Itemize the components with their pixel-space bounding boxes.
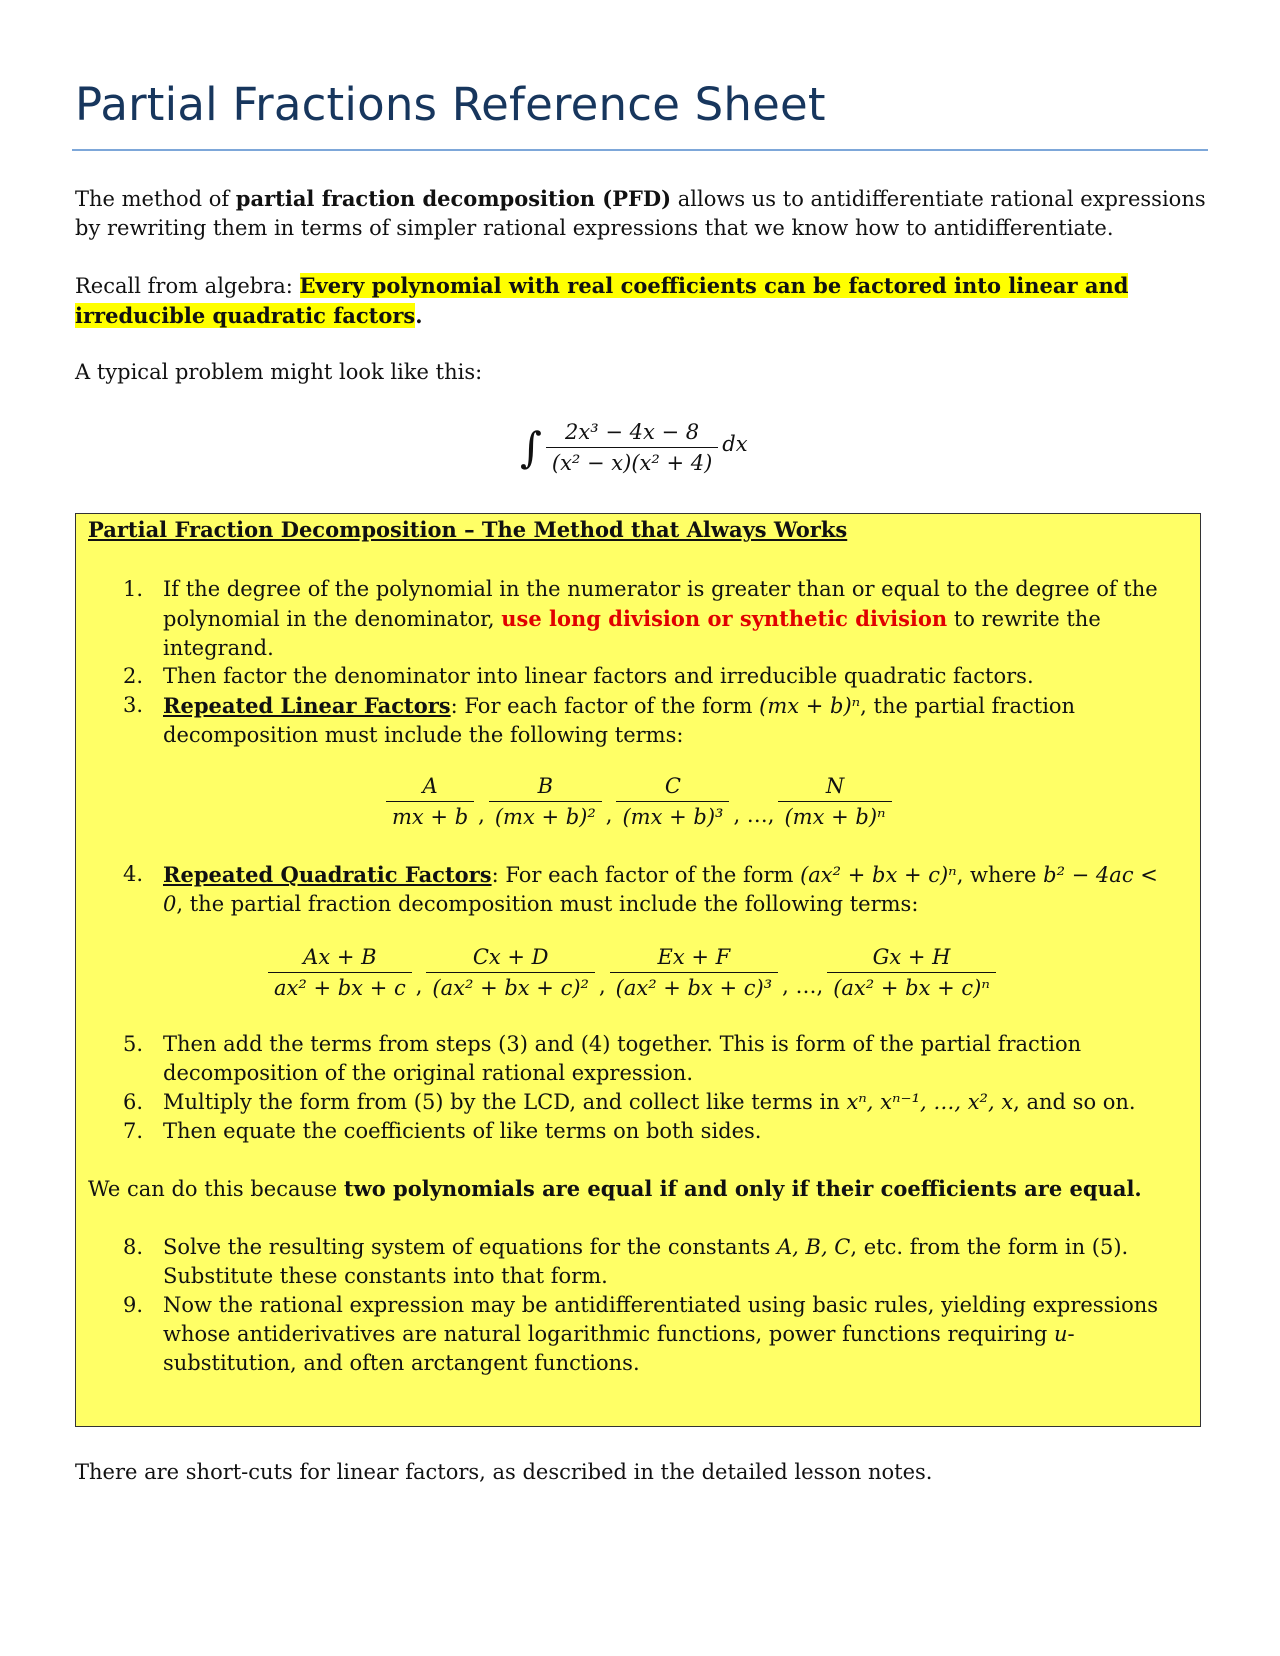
step-8-post: , etc. from the form in (5). Substitute these constants into that form. <box>163 1235 1129 1288</box>
step-4-form: (ax² + bx + c)ⁿ <box>800 863 957 887</box>
term-separator: , …, <box>733 803 775 827</box>
step-number: 4. <box>123 862 144 886</box>
step-8-pre: Solve the resulting system of equations for the constants <box>163 1235 777 1259</box>
step-4-post: , the partial fraction decomposition must include the following terms: <box>176 892 919 916</box>
quadratic-denominator: (ax² + bx + c)² <box>426 972 595 1000</box>
step-3-label: Repeated Linear Factors <box>163 693 451 718</box>
recall-text-pre: Recall from algebra: <box>75 274 300 298</box>
step-number: 8. <box>123 1235 144 1259</box>
step-number: 9. <box>123 1293 144 1317</box>
step-6-pre: Multiply the form from (5) by the LCD, and collect like terms in <box>163 1090 847 1114</box>
recall-paragraph <box>75 271 1225 331</box>
linear-numerator: N <box>825 774 845 798</box>
quadratic-term <box>268 945 412 1000</box>
linear-numerator: B <box>537 774 554 798</box>
step-8-constants: A, B, C <box>777 1235 851 1259</box>
step-number: 1. <box>123 577 144 601</box>
linear-numerator: A <box>422 774 438 798</box>
quadratic-terms <box>268 945 996 1000</box>
step-number: 7. <box>123 1119 144 1143</box>
linear-denominator: (mx + b)ⁿ <box>778 801 891 829</box>
quadratic-ellipsis: … <box>795 974 817 998</box>
intro-text-bold: partial fraction decomposition (PFD) <box>235 186 672 211</box>
step-number: 5. <box>123 1032 144 1056</box>
step-2-text: Then factor the denominator into linear factors and irreducible quadratic factors. <box>163 664 1034 688</box>
step-9-pre: Now the rational expression may be antidifferentiated using basic rules, yielding expressions whose antiderivatives are natural logarithmic functions, power functions requiring <box>163 1293 1159 1346</box>
intro-paragraph <box>75 184 1225 243</box>
quadratic-numerator: Ex + F <box>657 945 731 969</box>
step-6-post: , and so on. <box>1013 1090 1136 1114</box>
step-number: 6. <box>123 1090 144 1114</box>
linear-term <box>616 774 729 829</box>
linear-term <box>386 774 474 829</box>
step-4-label: Repeated Quadratic Factors <box>163 862 492 887</box>
method-box-title: Partial Fraction Decomposition – The Method that Always Works <box>88 517 848 542</box>
step-3 <box>123 691 1183 750</box>
step-number: 2. <box>123 664 144 688</box>
because-statement <box>88 1174 1188 1204</box>
step-9 <box>123 1291 1183 1378</box>
recall-text-post: . <box>415 303 423 328</box>
step-2 <box>123 662 1183 691</box>
step-4-mid: , where <box>956 863 1044 887</box>
method-box <box>75 513 1201 1427</box>
quadratic-numerator: Cx + D <box>472 945 549 969</box>
step-3-pre: : For each factor of the form <box>450 694 760 718</box>
term-separator: , <box>415 974 423 998</box>
term-separator: , <box>598 974 606 998</box>
integral-sign: ∫ <box>520 423 542 472</box>
step-4 <box>123 860 1183 919</box>
linear-term <box>489 774 602 829</box>
quadratic-numerator: Ax + B <box>303 945 377 969</box>
step-9-post: -substitution, and often arctangent functions. <box>163 1322 1075 1375</box>
step-number: 3. <box>123 693 144 717</box>
step-4-pre: : For each factor of the form <box>491 863 801 887</box>
because-bold: two polynomials are equal if and only if their coefficients are equal. <box>343 1176 1142 1201</box>
example-integral <box>520 420 748 475</box>
linear-denominator: (mx + b)³ <box>616 801 729 829</box>
step-4-condition: b² − 4ac < 0 <box>163 863 1158 916</box>
quadratic-denominator: ax² + bx + c <box>268 972 412 1000</box>
step-6-terms: xⁿ, xⁿ⁻¹, …, x², x <box>846 1090 1014 1114</box>
quadratic-term <box>610 945 779 1000</box>
linear-denominator: (mx + b)² <box>489 801 602 829</box>
step-1-post: to rewrite the integrand. <box>163 607 1101 660</box>
quadratic-term <box>426 945 595 1000</box>
typical-paragraph: A typical problem might look like this: <box>75 360 483 384</box>
integrand-denominator: (x² − x)(x² + 4) <box>546 447 718 475</box>
quadratic-numerator: Gx + H <box>872 945 951 969</box>
intro-text-post: allows us to antidifferentiate rational expressions by rewriting them in terms of simpler rational expressions that we know how to antidifferentiate. <box>75 187 1206 240</box>
integrand-numerator: 2x³ − 4x − 8 <box>565 420 700 444</box>
step-9-u: u <box>1054 1322 1068 1346</box>
term-separator: , <box>605 803 613 827</box>
step-7 <box>123 1117 1183 1146</box>
step-3-post: , the partial fraction decomposition must include the following terms: <box>163 694 1076 747</box>
quadratic-denominator: (ax² + bx + c)ⁿ <box>827 972 996 1000</box>
linear-denominator: mx + b <box>386 801 474 829</box>
linear-ellipsis: … <box>746 803 768 827</box>
step-3-form: (mx + b)ⁿ <box>759 694 861 718</box>
step-5 <box>123 1030 1183 1088</box>
step-1-pre: If the degree of the polynomial in the numerator is greater than or equal to the degree of the polynomial in the denominator, <box>163 577 1158 631</box>
footer-note: There are short-cuts for linear factors, as described in the detailed lesson notes. <box>75 1460 933 1484</box>
step-7-text: Then equate the coefficients of like terms on both sides. <box>163 1119 762 1143</box>
linear-numerator: C <box>664 774 681 798</box>
recall-highlight: Every polynomial with real coefficients can be factored into linear and irreducible quadratic factors <box>75 273 1129 328</box>
integral-differential: dx <box>722 431 748 456</box>
title-divider <box>72 149 1208 151</box>
quadratic-denominator: (ax² + bx + c)³ <box>610 972 779 1000</box>
linear-terms <box>386 774 892 829</box>
integrand-fraction <box>546 420 718 475</box>
linear-term <box>778 774 891 829</box>
step-5-text: Then add the terms from steps (3) and (4) together. This is form of the partial fraction decomposition of the original rational expression. <box>163 1032 1082 1085</box>
quadratic-term <box>827 945 996 1000</box>
term-separator: , <box>478 803 485 827</box>
page-title: Partial Fractions Reference Sheet <box>75 78 826 131</box>
step-1-red: use long division or synthetic division <box>501 606 948 631</box>
because-pre: We can do this because <box>88 1177 344 1201</box>
step-8 <box>123 1233 1183 1291</box>
intro-text-pre: The method of <box>75 187 236 211</box>
step-1 <box>123 575 1183 663</box>
step-6 <box>123 1088 1183 1117</box>
term-separator: , …, <box>782 974 824 998</box>
